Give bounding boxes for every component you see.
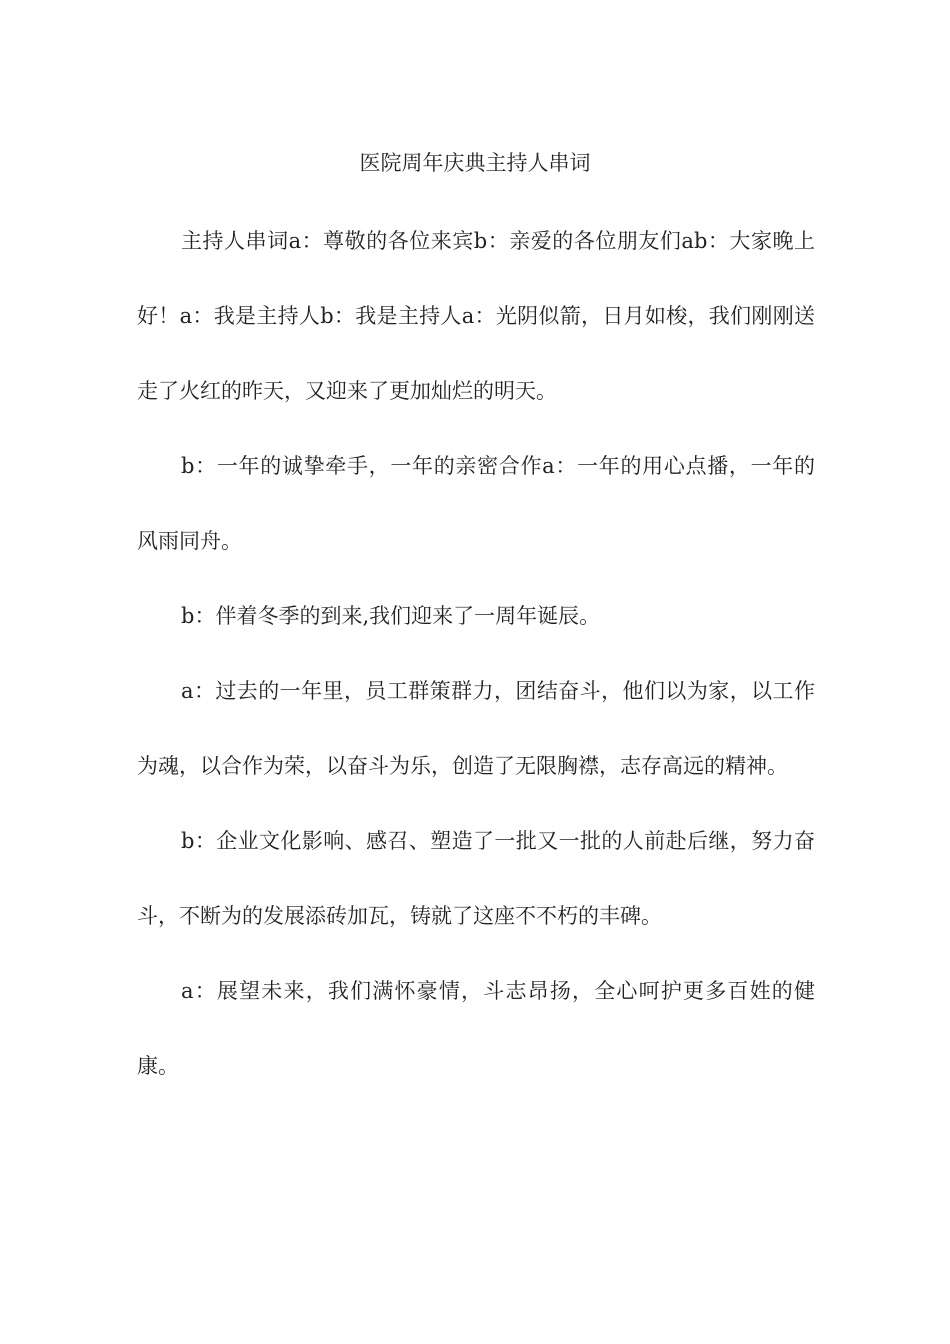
paragraph-2: b：一年的诚挚牵手，一年的亲密合作a：一年的用心点播，一年的风雨同舟。 bbox=[137, 454, 815, 553]
paragraph-3: b：伴着冬季的到来,我们迎来了一周年诞辰。 bbox=[181, 604, 601, 628]
document-title: 医院周年庆典主持人串词 bbox=[359, 151, 591, 175]
paragraph-5: b：企业文化影响、感召、塑造了一批又一批的人前赴后继，努力奋斗，不断为的发展添砖加瓦，铸就了这座不不朽的丰碑。 bbox=[137, 829, 815, 928]
document-body bbox=[137, 204, 815, 1104]
paragraph-6: a：展望未来，我们满怀豪情，斗志昂扬，全心呵护更多百姓的健康。 bbox=[137, 979, 815, 1078]
paragraph-1: 主持人串词a：尊敬的各位来宾b：亲爱的各位朋友们ab：大家晚上好！a：我是主持人b：我是主持人a：光阴似箭，日月如梭，我们刚刚送走了火红的昨天，又迎来了更加灿烂的明天。 bbox=[137, 229, 815, 403]
paragraph-4: a：过去的一年里，员工群策群力，团结奋斗，他们以为家，以工作为魂，以合作为荣，以奋斗为乐，创造了无限胸襟，志存高远的精神。 bbox=[137, 679, 815, 778]
